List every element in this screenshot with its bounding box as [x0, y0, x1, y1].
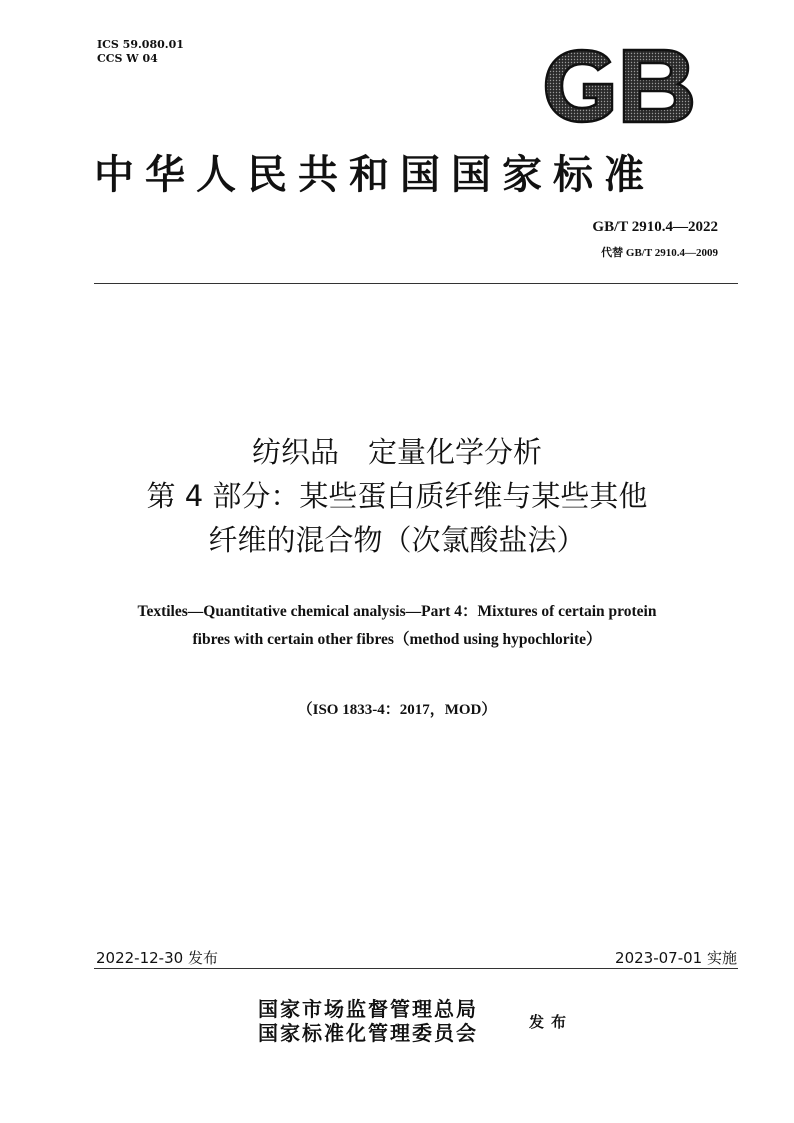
standard-number: GB/T 2910.4—2022	[592, 219, 718, 235]
chinese-title-line-3: 纤维的混合物（次氯酸盐法）	[208, 523, 586, 557]
english-title-line-2: fibres with certain other fibres（method using hypochlorite）	[192, 631, 602, 648]
publish-label: 发布	[529, 1013, 574, 1031]
top-divider	[94, 283, 738, 284]
chinese-title-line-2: 第 4 部分：某些蛋白质纤维与某些其他	[146, 479, 648, 513]
iso-reference: （ISO 1833-4：2017，MOD）	[297, 702, 497, 718]
issuer-sac: 国家标准化管理委员会	[258, 1021, 478, 1045]
issuer-samr: 国家市场监督管理总局	[258, 997, 478, 1021]
gb-logo	[540, 46, 696, 126]
issuing-authorities	[258, 997, 478, 1045]
ccs-code: CCS W 04	[97, 52, 158, 65]
chinese-title	[60, 430, 734, 562]
chinese-title-line-1: 纺织品 定量化学分析	[251, 435, 542, 469]
implementation-date: 2023-07-01 实施	[615, 949, 737, 967]
replaces-standard: 代替 GB/T 2910.4—2009	[601, 247, 718, 259]
national-standard-title: 中华人民共和国国家标准	[94, 151, 655, 198]
bottom-divider	[94, 968, 738, 969]
ics-code: ICS 59.080.01	[97, 38, 184, 51]
classification-codes	[97, 38, 184, 66]
english-title-line-1: Textiles—Quantitative chemical analysis—Part 4：Mixtures of certain protein	[137, 603, 657, 620]
issue-date: 2022-12-30 发布	[96, 949, 218, 967]
english-title	[60, 598, 734, 654]
